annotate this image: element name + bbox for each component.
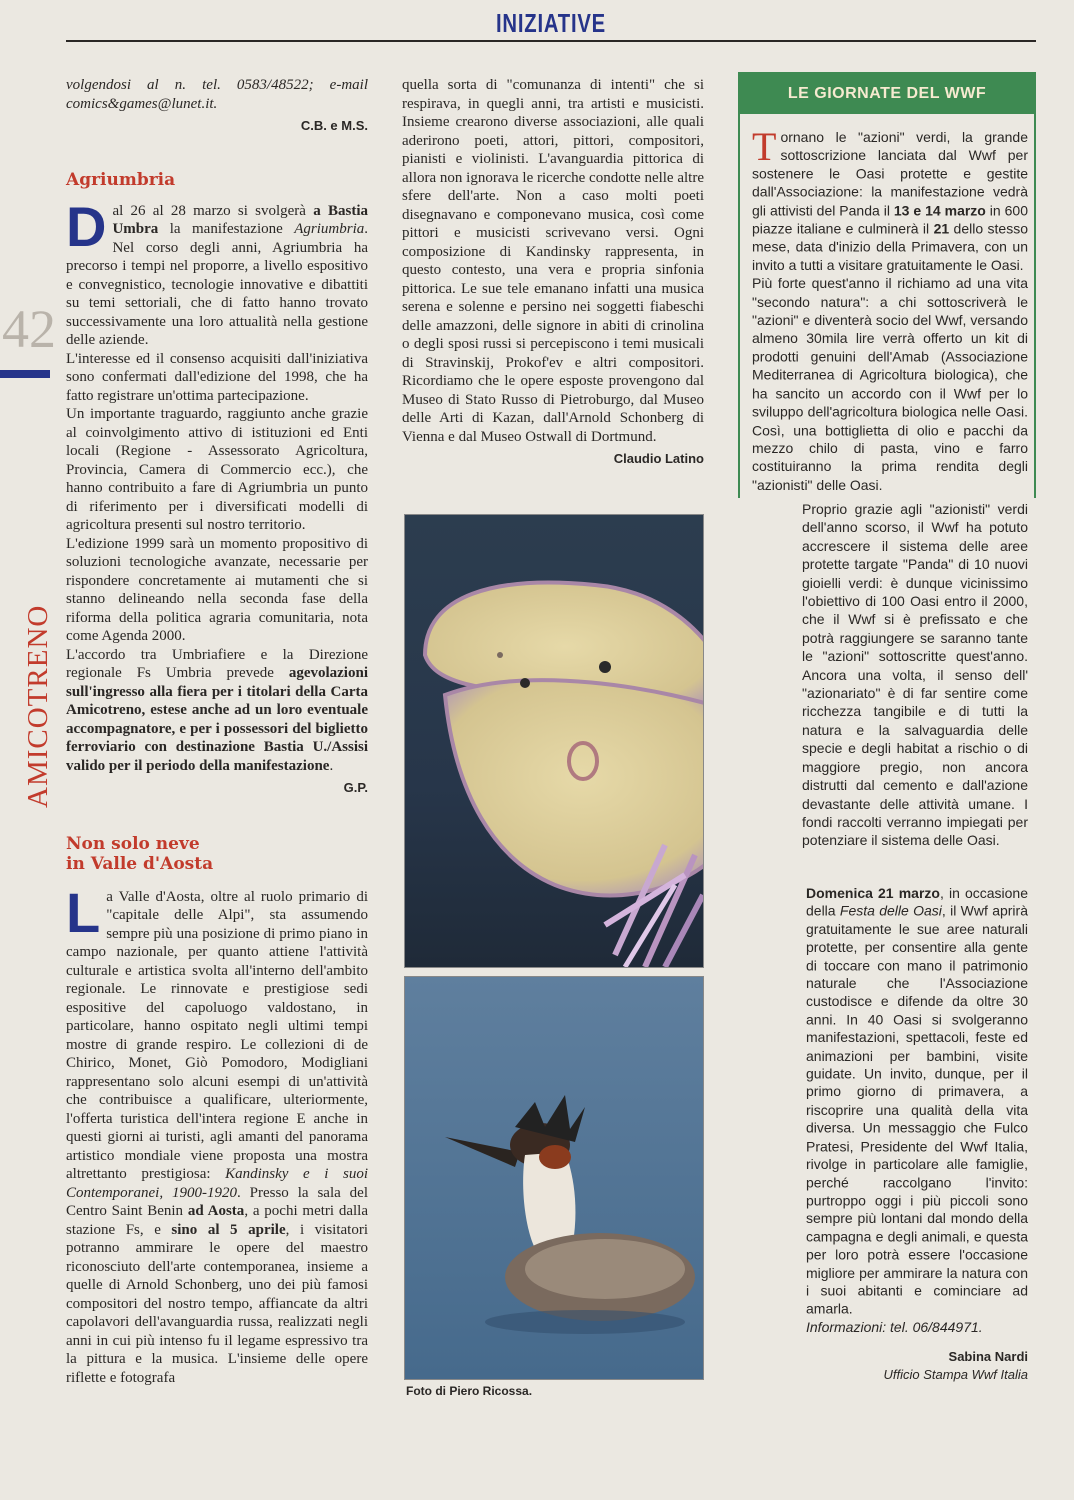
valle-p1-d: , i visitatori potranno ammirare le opere del maestro riconosciuto dell'arte contemporanea, insieme a quelle di Arnold Schonberg, uno dei più famosi compositori del nostro tempo, affiancate da altri capolavori dell'avanguardia russa, realizzati negli anni in cui più intenso fu il legame espressivo tra la pittura e la musica. L'insieme delle opere riflette e fotografa bbox=[66, 1221, 368, 1386]
kandinsky-signature: Claudio Latino bbox=[613, 451, 704, 466]
agriumbria-p5-end: . bbox=[329, 757, 334, 774]
agriumbria-p1-italic: Agriumbria bbox=[294, 221, 365, 237]
kandinsky-continuation: quella sorta di "comunanza di intenti" che si respirava, in quegli anni, tra artisti e musicisti. Insieme crearono diverse associazioni, alle quali aderirono poeti, attori, pittori, compositori, pianisti e violinisti. L'avanguardia pittorica di allora non ignorava le ricerche condotte nelle altre sfere dell'arte. Non a caso molti poeti disegnavano e componevano musica, così come pittori e musicisti scrivevano versi. Ogni composizione di Kandinsky rappresenta, in questo contesto, una vera e propria sinfonia pittorica. Le sue tele emanano infatti una musica serena e solenne e persino nei soggetti fiabeschi delle amazzoni, delle signore in abiti di crinolina o degli sposi russi si percepiscono i temi musicali di Stravinskij, Prokof'ev e altri compositori. Ricordiamo che le opere esposte provengono dal Museo di Stato Russo di Pietroburgo, dal Museo delle Arti di Kazan, dall'Arnold Schonberg di Vienna e dal Museo Ostwall di Dortmund. bbox=[402, 77, 704, 445]
grebe-illustration bbox=[405, 977, 703, 1379]
wwf-signature-role: Ufficio Stampa Wwf Italia bbox=[883, 1367, 1028, 1382]
wwf-signature-name: Sabina Nardi bbox=[948, 1349, 1028, 1364]
agriumbria-paragraph-4: L'edizione 1999 sarà un momento propositivo di soluzioni tecnologiche avanzate, necessarie per rispondere concretamente ai mutamenti che si stanno delineando nella seconda fase della riforma della politica agraria comunitaria, nota come Agenda 2000. bbox=[66, 535, 368, 644]
dropcap-t: T bbox=[752, 124, 777, 169]
wwf-p4-bold: Domenica 21 marzo bbox=[806, 884, 940, 901]
wwf-paragraph-3 bbox=[802, 500, 1028, 850]
page-number: 42 bbox=[2, 299, 56, 359]
butterfly-photo bbox=[404, 514, 704, 968]
agriumbria-p1-start: al 26 al 28 marzo si svolgerà bbox=[112, 202, 314, 219]
valle-p1-a: a Valle d'Aosta, oltre al ruolo primario di "capitale delle Alpi", sta assumendo sempre più una posizione di primo piano in campo nazionale, per quanto attiene l'attività culturale e artistica svolta all'interno dell'ambito regionale. Le rinnovate e prestigiose sedi espositive del capoluogo valdostano, in particolare, hanno ospitato negli ultimi tempi mostre di grande respiro. Le collezioni di de Chirico, Monet, Giò Pomodoro, Modigliani rappresentano solo alcuni esempi di un'attività che contribuisce a qualificare, ulteriormente, l'offerta turistica dell'intera regione E anche in questi giorni ai turisti, agli amanti del panorama artistico mondiale viene proposta una mostra altrettanto prestigiosa: bbox=[66, 888, 368, 1182]
intro-signature: C.B. e M.S. bbox=[300, 118, 368, 133]
wwf-p4-a: , in occasione della bbox=[806, 884, 1029, 919]
column-1 bbox=[66, 76, 368, 1387]
wwf-p1-b: in 600 piazze italiane e culminerà il bbox=[752, 202, 1028, 237]
wwf-paragraph-1 bbox=[752, 124, 1028, 494]
article-title-valle-aosta bbox=[66, 834, 368, 874]
magazine-name-vertical bbox=[22, 590, 62, 810]
agriumbria-paragraph-2: L'interesse ed il consenso acquisiti dall'iniziativa sono confermati dall'edizione del 1998, che ha fatto registrare un'ottima partecipazione. bbox=[66, 350, 368, 404]
valle-p1-c: , a pochi metri dalla stazione Fs, e bbox=[66, 1203, 368, 1238]
valle-p1-b: . Presso la sala del Centro Saint Benin bbox=[66, 1184, 368, 1219]
article-title-agriumbria: Agriumbria bbox=[66, 169, 176, 190]
wwf-p1-bold-1: 13 e 14 marzo bbox=[893, 202, 986, 219]
wwf-p4-b: , il Wwf aprirà gratuitamente le sue aree naturali protette, per consentire alla gente di toccare con mano il patrimonio naturale che l'Associazione custodisce e difende da oltre 30 anni. In 40 Oasi si svolgeranno manifestazioni, spettacoli, feste ed animazioni per bambini, visite guidate. Un invito, dunque, per il primo giorno di primavera, a riscoprire una qualità della vita diversa. Un messaggio che Fulco Pratesi, Presidente del Wwf Italia, rivolge in particolare alle famiglie, perché raccolgano l'invito: purtroppo oggi i più piccoli sono sempre più lontani dal mondo della campagna e degli animali, e questa per loro potrà essere l'occasione migliore per ammirare la natura con i suoi abitanti e cominciare ad amarla. bbox=[806, 903, 1028, 1317]
agriumbria-p5-bold: agevolazioni sull'ingresso alla fiera per i titolari della Carta Amicotreno, estese anche ad un loro eventuale accompagnatore, e per i possessori del biglietto ferroviario con destinazione Bastia U./Assisi valido per il periodo della manifestazione bbox=[66, 665, 368, 774]
valle-p1-bold-1: ad Aosta bbox=[187, 1203, 245, 1219]
valle-title-line-1: Non solo neve bbox=[66, 833, 200, 854]
dropcap-l: L bbox=[66, 880, 101, 944]
valle-p1-italic: Kandinsky e i suoi Contemporanei, 1900-1920 bbox=[66, 1166, 369, 1201]
wwf-info-line: Informazioni: tel. 06/844971. bbox=[806, 1319, 983, 1335]
dropcap-d: D bbox=[66, 194, 107, 258]
column-2 bbox=[402, 76, 704, 469]
agriumbria-p1-mid: la manifestazione bbox=[158, 221, 295, 237]
wwf-box-title: LE GIORNATE DEL WWF bbox=[740, 74, 1034, 114]
intro-line: volgendosi al n. tel. 0583/48522; e-mail comics&games@lunet.it. bbox=[66, 77, 368, 112]
agriumbria-paragraph-1 bbox=[66, 194, 368, 350]
wwf-p1-c: dello stesso mese, data d'inizio della Primavera, con un invito a tutti a visitare gratuitamente le Oasi. bbox=[752, 220, 1028, 274]
valle-paragraph-1 bbox=[66, 880, 369, 1388]
page-header bbox=[66, 6, 1036, 42]
agriumbria-paragraph-5 bbox=[66, 646, 368, 776]
photo-credit: Foto di Piero Ricossa. bbox=[406, 1384, 533, 1398]
agriumbria-p1-end: . Nel corso degli anni, Agriumbria ha precorso i tempi nel proporre, a livello espositivo e convegnistico, tecnologie innovative e dibattiti su temi settoriali, che di fatto hanno trovato successivamente una loro attualità nella gestione delle aziende. bbox=[66, 221, 368, 348]
wwf-p1 bbox=[752, 124, 1028, 274]
valle-title-line-2: in Valle d'Aosta bbox=[66, 853, 214, 874]
agriumbria-p5-start: L'accordo tra Umbriafiere e la Direzione regionale Fs Umbria prevede bbox=[66, 646, 368, 681]
valle-p1-bold-2: sino al 5 aprile bbox=[171, 1221, 286, 1238]
wwf-p1-a: ornano le "azioni" verdi, la grande sottoscrizione lanciata dal Wwf per sostenere le Oasi protette e gestite dall'Associazione: la manifestazione vedrà gli attivisti del Panda il bbox=[752, 128, 1028, 219]
page-marker-bar bbox=[0, 370, 50, 378]
wwf-p1-bold-2: 21 bbox=[933, 220, 950, 237]
butterfly-illustration bbox=[405, 515, 703, 967]
agriumbria-p1-bold: a Bastia Umbra bbox=[112, 202, 368, 237]
wwf-p4 bbox=[806, 884, 1028, 1318]
wwf-paragraph-4 bbox=[806, 884, 1028, 1336]
agriumbria-paragraph-3: Un importante traguardo, raggiunto anche grazie al coinvolgimento attivo di istituzioni ed Enti locali (Regione - Assessorato Agricoltura, Provincia, Camera di Commercio ecc.), che hanno contribuito a fare di Agriumbria un punto di riferimento per i diversificati modelli di agricoltura presenti sul nostro territorio. bbox=[66, 406, 368, 533]
wwf-p3: Proprio grazie agli "azionisti" verdi dell'anno scorso, il Wwf ha potuto accrescere il sistema delle aree protette targate "Panda" di 10 nuovi gioielli verdi: è dunque vicinissimo l'obiettivo di 100 Oasi entro il 2000, che il Wwf si è prefissato e che potrà raggiungere se saranno tante le "azioni" sottoscritte quest'anno. Ancora una volta, il senso dell' "azionariato" è di far sentire come ricchezza tangibile e di tutti la natura e la salvaguardia delle specie e degli habitat a rischio o di maggiore pregio, non ancora distrutti dal cemento e dall'azione devastante delle attività umane. I fondi raccolti verranno impiegati per potenziare il sistema delle Oasi. bbox=[802, 501, 1028, 849]
wwf-p2: Più forte quest'anno il richiamo ad una vita "secondo natura": a chi sottoscriverà le "azioni" e diventerà socio del Wwf, versando almeno 30mila lire verrà offerto un kit di prodotti genuini dell'Amab (Associazione Mediterranea di Agricoltura biologica), che ha sancito un accordo con il Wwf per lo sviluppo dell'agricoltura biologica nelle Oasi. Così, una bottiglietta di olio e pacchi da mezzo chilo di pasta, vino e farro costituiranno la prima rendita degli "azionisti" delle Oasi. bbox=[752, 275, 1028, 493]
wwf-signature bbox=[806, 1348, 1028, 1384]
wwf-p4-italic: Festa delle Oasi bbox=[839, 903, 942, 919]
section-title: INIZIATIVE bbox=[496, 8, 606, 38]
magazine-name-text: AMICOTRENO bbox=[22, 604, 54, 808]
agriumbria-signature: G.P. bbox=[343, 780, 368, 795]
grebe-photo bbox=[404, 976, 704, 1380]
